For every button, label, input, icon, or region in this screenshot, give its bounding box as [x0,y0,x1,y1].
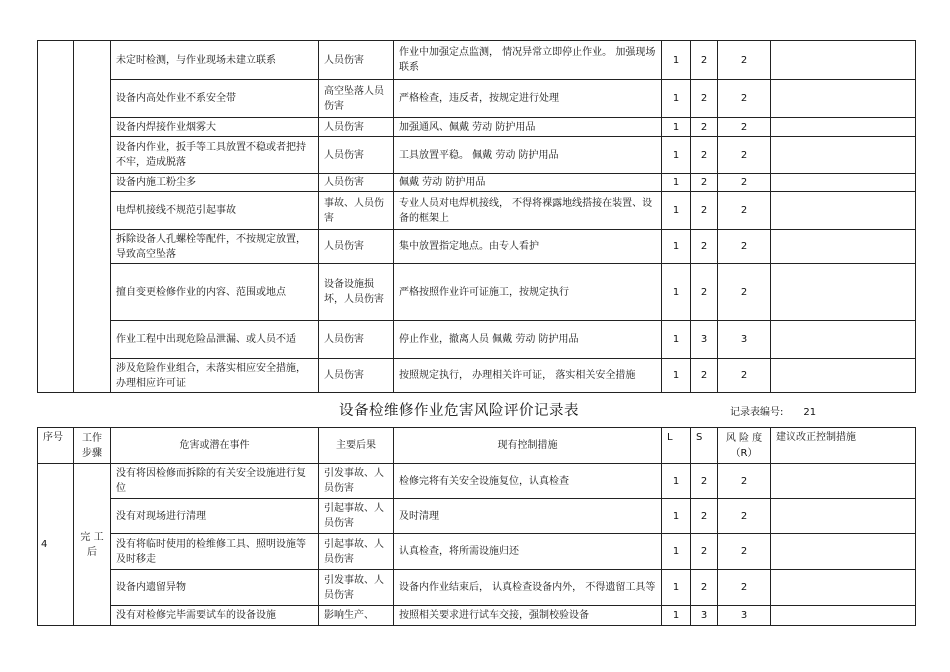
measures-cell: 严格按照作业许可证施工，按规定执行 [394,264,662,321]
hazard-cell: 设备内施工粉尘多 [111,174,319,192]
hazard-cell: 涉及危险作业组合，未落实相应安全措施，办理相应许可证 [111,359,319,393]
consequence-cell: 人员伤害 [319,230,394,264]
l-cell: 1 [662,464,691,499]
table-row [38,230,916,264]
measures-cell: 加强通风、佩戴 劳动 防护用品 [394,118,662,137]
record-number-label: 记录表编号: [730,407,784,418]
hazard-cell: 设备内焊接作业烟雾大 [111,118,319,137]
consequence-cell: 引起事故、人员伤害 [319,499,394,534]
table-row [38,118,916,137]
r-cell: 2 [718,80,771,118]
s-cell: 2 [691,137,718,174]
l-cell: 1 [662,534,691,570]
suggest-cell [771,230,916,264]
consequence-cell: 事故、人员伤害 [319,192,394,230]
suggest-cell [771,264,916,321]
consequence-cell: 人员伤害 [319,118,394,137]
header-s: S [691,428,718,464]
table-row [38,264,916,321]
hazard-cell: 没有将因检修而拆除的有关安全设施进行复位 [111,464,319,499]
l-cell: 1 [662,174,691,192]
consequence-cell: 人员伤害 [319,321,394,359]
measures-cell: 检修完将有关安全设施复位，认真检查 [394,464,662,499]
header-measures: 现有控制措施 [394,428,662,464]
r-cell: 2 [718,570,771,606]
r-cell: 3 [718,606,771,626]
s-cell: 2 [691,80,718,118]
seq-cell [38,41,74,393]
hazard-cell: 擅自变更检修作业的内容、范围或地点 [111,264,319,321]
hazard-cell: 作业工程中出现危险品泄漏、或人员不适 [111,321,319,359]
measures-cell: 严格检查，违反者，按规定进行处理 [394,80,662,118]
record-number-value: 21 [803,407,817,418]
measures-cell: 及时清理 [394,499,662,534]
hazard-cell: 设备内作业，扳手等工具放置不稳或者把持不牢，造成脱落 [111,137,319,174]
r-cell: 2 [718,192,771,230]
suggest-cell [771,570,916,606]
table-row [38,192,916,230]
suggest-cell [771,80,916,118]
hazard-cell: 设备内高处作业不系安全带 [111,80,319,118]
l-cell: 1 [662,41,691,80]
table-row [38,499,916,534]
r-cell: 2 [718,41,771,80]
table-row [38,359,916,393]
consequence-cell: 设备设施损坏，人员伤害 [319,264,394,321]
table-row [38,321,916,359]
r-cell: 2 [718,359,771,393]
consequence-cell: 引发事故、人员伤害 [319,570,394,606]
consequence-cell: 影响生产、 [319,606,394,626]
l-cell: 1 [662,118,691,137]
header-seq: 序号 [38,428,74,464]
l-cell: 1 [662,570,691,606]
hazard-cell: 未定时检测，与作业现场未建立联系 [111,41,319,80]
suggest-cell [771,359,916,393]
hazard-cell: 拆除设备人孔螺栓等配件，不按规定放置，导致高空坠落 [111,230,319,264]
r-cell: 2 [718,499,771,534]
hazard-cell: 设备内遗留异物 [111,570,319,606]
s-cell: 2 [691,118,718,137]
header-suggest: 建议改正控制措施 [771,428,916,464]
measures-cell: 设备内作业结束后， 认真检查设备内外， 不得遗留工具等 [394,570,662,606]
step-cell: 完 工后 [74,464,111,626]
risk-table [37,427,916,626]
table-row [38,41,916,80]
s-cell: 2 [691,464,718,499]
suggest-cell [771,606,916,626]
s-cell: 2 [691,534,718,570]
hazard-cell: 没有对现场进行清理 [111,499,319,534]
r-cell: 3 [718,321,771,359]
measures-cell: 认真检查，将所需设施归还 [394,534,662,570]
consequence-cell: 引发事故、人员伤害 [319,464,394,499]
r-cell: 2 [718,230,771,264]
r-cell: 2 [718,264,771,321]
table-row [38,534,916,570]
suggest-cell [771,137,916,174]
l-cell: 1 [662,137,691,174]
s-cell: 2 [691,192,718,230]
hazard-cell: 没有将临时使用的检维修工具、照明设施等及时移走 [111,534,319,570]
consequence-cell: 人员伤害 [319,137,394,174]
header-l: L [662,428,691,464]
l-cell: 1 [662,80,691,118]
l-cell: 1 [662,606,691,626]
step-cell [74,41,111,393]
suggest-cell [771,534,916,570]
header-r: 风 险 度（R） [718,428,771,464]
table-row [38,174,916,192]
s-cell: 3 [691,606,718,626]
suggest-cell [771,192,916,230]
suggest-cell [771,174,916,192]
measures-cell: 按照规定执行， 办理相关许可证， 落实相关安全措施 [394,359,662,393]
l-cell: 1 [662,230,691,264]
l-cell: 1 [662,359,691,393]
suggest-cell [771,321,916,359]
header-consequence: 主要后果 [319,428,394,464]
measures-cell: 作业中加强定点监测， 情况异常立即停止作业。 加强现场联系 [394,41,662,80]
measures-cell: 集中放置指定地点。由专人看护 [394,230,662,264]
table-row [38,570,916,606]
consequence-cell: 高空坠落人员伤害 [319,80,394,118]
s-cell: 2 [691,264,718,321]
measures-cell: 专业人员对电焊机接线， 不得将裸露地线搭接在装置、设备的框架上 [394,192,662,230]
consequence-cell: 人员伤害 [319,174,394,192]
suggest-cell [771,118,916,137]
l-cell: 1 [662,264,691,321]
s-cell: 2 [691,359,718,393]
measures-cell: 工具放置平稳。 佩戴 劳动 防护用品 [394,137,662,174]
s-cell: 3 [691,321,718,359]
measures-cell: 佩戴 劳动 防护用品 [394,174,662,192]
page-title: 设备检维修作业危害风险评价记录表 [339,403,579,419]
seq-cell: 4 [38,464,74,626]
hazard-cell: 电焊机接线不规范引起事故 [111,192,319,230]
measures-cell: 停止作业，撤离人员 佩戴 劳动 防护用品 [394,321,662,359]
s-cell: 2 [691,230,718,264]
l-cell: 1 [662,499,691,534]
record-number [730,403,816,418]
table-header-row [38,428,916,464]
measures-cell: 按照相关要求进行试车交接，强制校验设备 [394,606,662,626]
r-cell: 2 [718,534,771,570]
l-cell: 1 [662,192,691,230]
header-step: 工作步骤 [74,428,111,464]
table-row [38,80,916,118]
table-row [38,464,916,499]
header-hazard: 危害或潜在事件 [111,428,319,464]
r-cell: 2 [718,174,771,192]
consequence-cell: 人员伤害 [319,359,394,393]
table-row [38,137,916,174]
consequence-cell: 引起事故、人员伤害 [319,534,394,570]
s-cell: 2 [691,570,718,606]
s-cell: 2 [691,174,718,192]
s-cell: 2 [691,41,718,80]
r-cell: 2 [718,137,771,174]
l-cell: 1 [662,321,691,359]
r-cell: 2 [718,118,771,137]
hazard-cell: 没有对检修完毕需要试车的设备设施 [111,606,319,626]
suggest-cell [771,464,916,499]
consequence-cell: 人员伤害 [319,41,394,80]
s-cell: 2 [691,499,718,534]
suggest-cell [771,41,916,80]
r-cell: 2 [718,464,771,499]
table-row [38,606,916,626]
risk-table-continued [37,40,916,393]
suggest-cell [771,499,916,534]
